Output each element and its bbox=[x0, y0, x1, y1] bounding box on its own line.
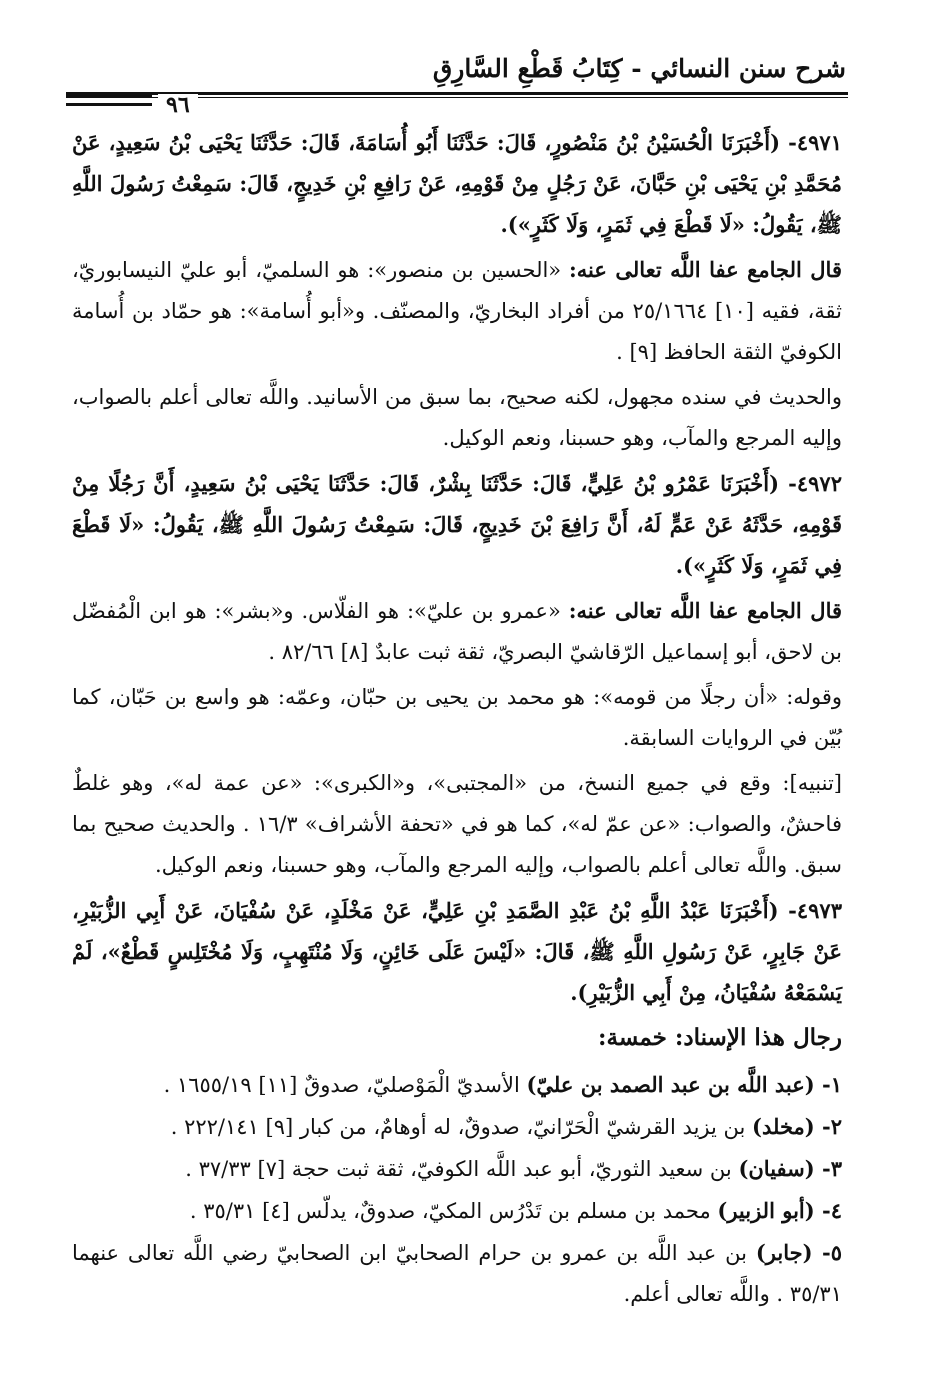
commentary-lead: قال الجامع عفا اللَّه تعالى عنه: bbox=[569, 257, 842, 282]
narrator-text: بن يزيد القرشيّ الْحَرّانيّ، صدوقٌ، له أوهامٌ، من كبار [٩] ٢٢٢/١٤١ . bbox=[170, 1115, 753, 1139]
narrator-name: ٣- (سفيان) bbox=[738, 1156, 842, 1181]
commentary-text: «عمرو بن عليّ»: هو الفلّاس. و«بشر»: هو ابن الْمُفضّل بن لاحق، أبو إسماعيل الرّقاشيّ البصريّ، ثقة ثبت عابدٌ [٨] ٨٢/٦٦ . bbox=[72, 599, 842, 664]
narrator-item bbox=[72, 1232, 842, 1315]
hadith-4973: ٤٩٧٣- (أَخْبَرَنَا عَبْدُ اللَّهِ بْنُ عَبْدِ الصَّمَدِ بْنِ عَلِيٍّ، عَنْ مَخْلَدٍ، عَنْ سُفْيَانَ، عَنْ أَبِي الزُّبَيْرِ، عَنْ جَابِرٍ، عَنْ رَسُولِ اللَّهِ ﷺ، قَالَ: «لَيْسَ عَلَى خَائِنٍ، وَلَا مُنْتَهِبٍ، وَلَا مُخْتَلِسٍ قَطْعٌ»، لَمْ يَسْمَعْهُ سُفْيَانُ، مِنْ أَبِي الزُّبَيْرِ). bbox=[72, 898, 842, 1005]
narrator-item bbox=[72, 1064, 842, 1106]
commentary-4971 bbox=[72, 249, 842, 373]
narrator-text: محمد بن مسلم بن تَدْرُس المكيّ، صدوقٌ، يدلّس [٤] ٣٥/٣١ . bbox=[189, 1199, 718, 1223]
tanbih-note: [تنبيه]: وقع في جميع النسخ، من «المجتبى»، و«الكبرى»: «عن عمة له»، وهو غلطٌ فاحشٌ، والصواب: «عن عمّ له»، كما هو في «تحفة الأشراف» ١٦/٣ . والحديث صحيح بما سبق. واللَّه تعالى أعلم بالصواب، وإليه المرجع والمآب، وهو حسبنا، ونعم الوكيل. bbox=[72, 771, 842, 877]
running-title: شرح سنن النسائي - كِتَابُ قَطْعِ السَّارِقِ bbox=[432, 54, 846, 83]
page-header bbox=[66, 50, 848, 116]
narrator-text: بن عبد اللَّه بن عمرو بن حرام الصحابيّ ابن الصحابيّ رضي اللَّه تعالى عنهما ٣٥/٣١ . واللَّه تعالى أعلم. bbox=[72, 1241, 842, 1306]
isnad-narrators-heading: رجال هذا الإسناد: خمسة: bbox=[598, 1024, 842, 1051]
narrator-item bbox=[72, 1106, 842, 1148]
note-qawluhu: وقوله: «أن رجلًا من قومه»: هو محمد بن يحيى بن حبّان، وعمّه: هو واسع بن حَبّان، كما بُيّن في الروايات السابقة. bbox=[72, 685, 842, 750]
narrator-name: ٥- (جابر) bbox=[755, 1240, 842, 1265]
commentary-text: «الحسين بن منصور»: هو السلميّ، أبو عليّ النيسابوريّ، ثقة، فقيه [١٠] ٢٥/١٦٦٤ من أفراد البخاريّ، والمصنّف. و«أبو أُسامة»: هو حمّاد بن أُسامة الكوفيّ الثقة الحافظ [٩] . bbox=[72, 258, 843, 364]
narrator-name: ١- (عبد اللَّه بن عبد الصمد بن عليّ) bbox=[526, 1072, 842, 1097]
grading-note-4971: والحديث في سنده مجهول، لكنه صحيح، بما سبق من الأسانيد. واللَّه تعالى أعلم بالصواب، وإليه المرجع والمآب، وهو حسبنا، ونعم الوكيل. bbox=[72, 385, 842, 450]
narrator-name: ٢- (مخلد) bbox=[752, 1114, 842, 1139]
page-number: ٩٦ bbox=[158, 94, 198, 116]
narrator-item bbox=[72, 1190, 842, 1232]
header-rule-double bbox=[66, 94, 152, 106]
commentary-4972 bbox=[72, 590, 842, 673]
narrator-text: بن سعيد الثوريّ، أبو عبد اللَّه الكوفيّ، ثقة ثبت حجة [٧] ٣٧/٣٣ . bbox=[185, 1157, 739, 1181]
narrator-name: ٤- (أبو الزبير) bbox=[717, 1198, 842, 1223]
narrator-text: الأسديّ الْمَوْصليّ، صدوقٌ [١١] ١٦٥٥/١٩ . bbox=[163, 1073, 527, 1097]
hadith-4971: ٤٩٧١- (أَخْبَرَنَا الْحُسَيْنُ بْنُ مَنْصُورٍ، قَالَ: حَدَّثَنَا أَبُو أُسَامَةَ، قَالَ: حَدَّثَنَا يَحْيَى بْنُ سَعِيدٍ، عَنْ مُحَمَّدِ بْنِ يَحْيَى بْنِ حَبَّانَ، عَنْ رَجُلٍ مِنْ قَوْمِهِ، عَنْ رَافِعِ بْنِ خَدِيجٍ، قَالَ: سَمِعْتُ رَسُولَ اللَّهِ ﷺ، يَقُولُ: «لَا قَطْعَ فِي ثَمَرٍ، وَلَا كَثَرٍ»). bbox=[72, 130, 842, 237]
commentary-lead: قال الجامع عفا اللَّه تعالى عنه: bbox=[568, 598, 843, 623]
page-body bbox=[72, 122, 842, 1315]
narrator-item bbox=[72, 1148, 842, 1190]
hadith-4972: ٤٩٧٢- (أَخْبَرَنَا عَمْرُو بْنُ عَلِيٍّ، قَالَ: حَدَّثَنَا بِشْرٌ، قَالَ: حَدَّثَنَا يَحْيَى بْنُ سَعِيدٍ، أَنَّ رَجُلًا مِنْ قَوْمِهِ، حَدَّثَهُ عَنْ عَمٍّ لَهُ، أَنَّ رَافِعَ بْنَ خَدِيجٍ، قَالَ: سَمِعْتُ رَسُولَ اللَّهِ ﷺ، يَقُولُ: «لَا قَطْعَ فِي ثَمَرٍ، وَلَا كَثَرٍ»). bbox=[72, 471, 842, 578]
